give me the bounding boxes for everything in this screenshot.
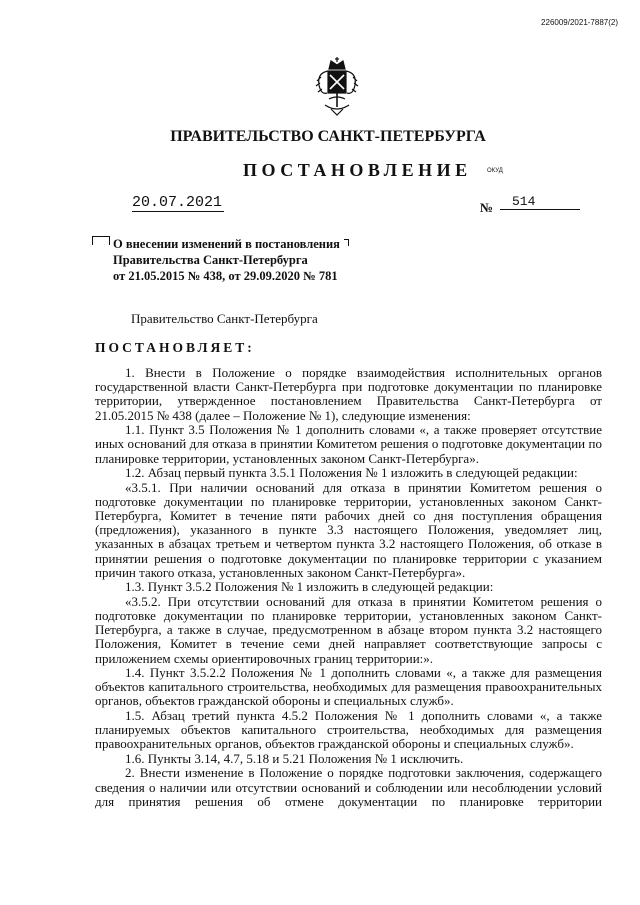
subject-line: от 21.05.2015 № 438, от 29.09.2020 № 781 xyxy=(113,269,338,283)
body-paragraph: 1.1. Пункт 3.5 Положения № 1 дополнить словами «, а также проверяет отсутствие иных оснований для отказа в принятии Комитетом решения о подготовке документации по планировке территории, установленных законом Санкт-Петербурга». xyxy=(95,422,602,466)
document-body xyxy=(95,366,602,809)
body-paragraph: 1. Внести в Положение о порядке взаимодействия исполнительных органов государственной власти Санкт-Петербурга при подготовке документации по планировке территории, утвержденное постановлением Правительства Санкт-Петербурга от 21.05.2015 № 438 (далее – Положение № 1), следующие изменения: xyxy=(95,365,602,423)
subject-bracket-left xyxy=(92,236,101,245)
subject-block xyxy=(113,236,340,284)
body-paragraph: 2. Внести изменение в Положение о порядке подготовки заключения, содержащего сведения о наличии или отсутствии оснований и соблюдении или несоблюдении условий для принятия решения об отмене документации по планировке территории xyxy=(95,765,602,809)
body-paragraph: 1.3. Пункт 3.5.2 Положения № 1 изложить в следующей редакции: xyxy=(125,579,494,595)
body-paragraph: 1.4. Пункт 3.5.2.2 Положения № 1 дополнить словами «, а также для размещения объектов капитального строительства, необходимых для размещения правоохранительных органов, объектов гражданской обороны и специальных служб». xyxy=(95,665,602,709)
saint-petersburg-coat-of-arms-icon xyxy=(315,55,359,117)
body-paragraph: 1.6. Пункты 3.14, 4.7, 5.18 и 5.21 Положения № 1 исключить. xyxy=(125,750,464,766)
okud-label: ОКУД xyxy=(487,168,503,174)
number-label: № xyxy=(480,200,494,215)
document-number: 514 xyxy=(500,194,580,210)
body-paragraph: 1.2. Абзац первый пункта 3.5.1 Положения № 1 изложить в следующей редакции: xyxy=(125,465,578,481)
document-date: 20.07.2021 xyxy=(132,194,223,211)
body-paragraph: 1.5. Абзац третий пункта 4.5.2 Положения № 1 дополнить словами «, а также планируемых объектов капитального строительства, необходимых для размещения правоохранительных органов, объектов гражданской обороны и специальных служб». xyxy=(95,707,602,752)
subject-line: Правительства Санкт-Петербурга xyxy=(113,253,308,267)
issuer-line: Правительство Санкт-Петербурга xyxy=(131,311,318,326)
document-id: 226009/2021-7887(2) xyxy=(541,18,618,27)
body-paragraph: «3.5.1. При наличии оснований для отказа в принятии Комитетом решения о подготовке документации по планировке территории, установленных законом Санкт-Петербурга, Комитет в течение пяти рабочих дней со дня поступления обращения (предложения), указанного в пункте 3.3 настоящего Положения, уведомляет лиц, указанных в абзацах третьем и четвертом пункта 3.2 настоящего Положения, об отказе в принятии решения о подготовке документации по планировке территории с указанием причин такого отказа, установленных законом Санкт-Петербурга». xyxy=(95,479,602,580)
subject-bracket-mid xyxy=(101,236,110,245)
decree-heading: ПОСТАНОВЛЯЕТ: xyxy=(95,340,255,355)
body-paragraph: «3.5.2. При отсутствии оснований для отказа в принятии Комитетом решения о подготовке документации по планировке территории, установленных законом Санкт-Петербурга, а также в случае, предусмотренном в абзаце втором пункта 3.2 настоящего Положения, Комитет в течение семи дней направляет соответствующие запросы с приложением схемы ориентировочных границ территории:». xyxy=(95,593,602,666)
subject-line: О внесении изменений в постановления xyxy=(113,237,340,251)
government-title: ПРАВИТЕЛЬСТВО САНКТ-ПЕТЕРБУРГА xyxy=(170,128,486,145)
subject-bracket-right xyxy=(344,239,349,246)
document-type-title: ПОСТАНОВЛЕНИЕ xyxy=(243,160,472,180)
